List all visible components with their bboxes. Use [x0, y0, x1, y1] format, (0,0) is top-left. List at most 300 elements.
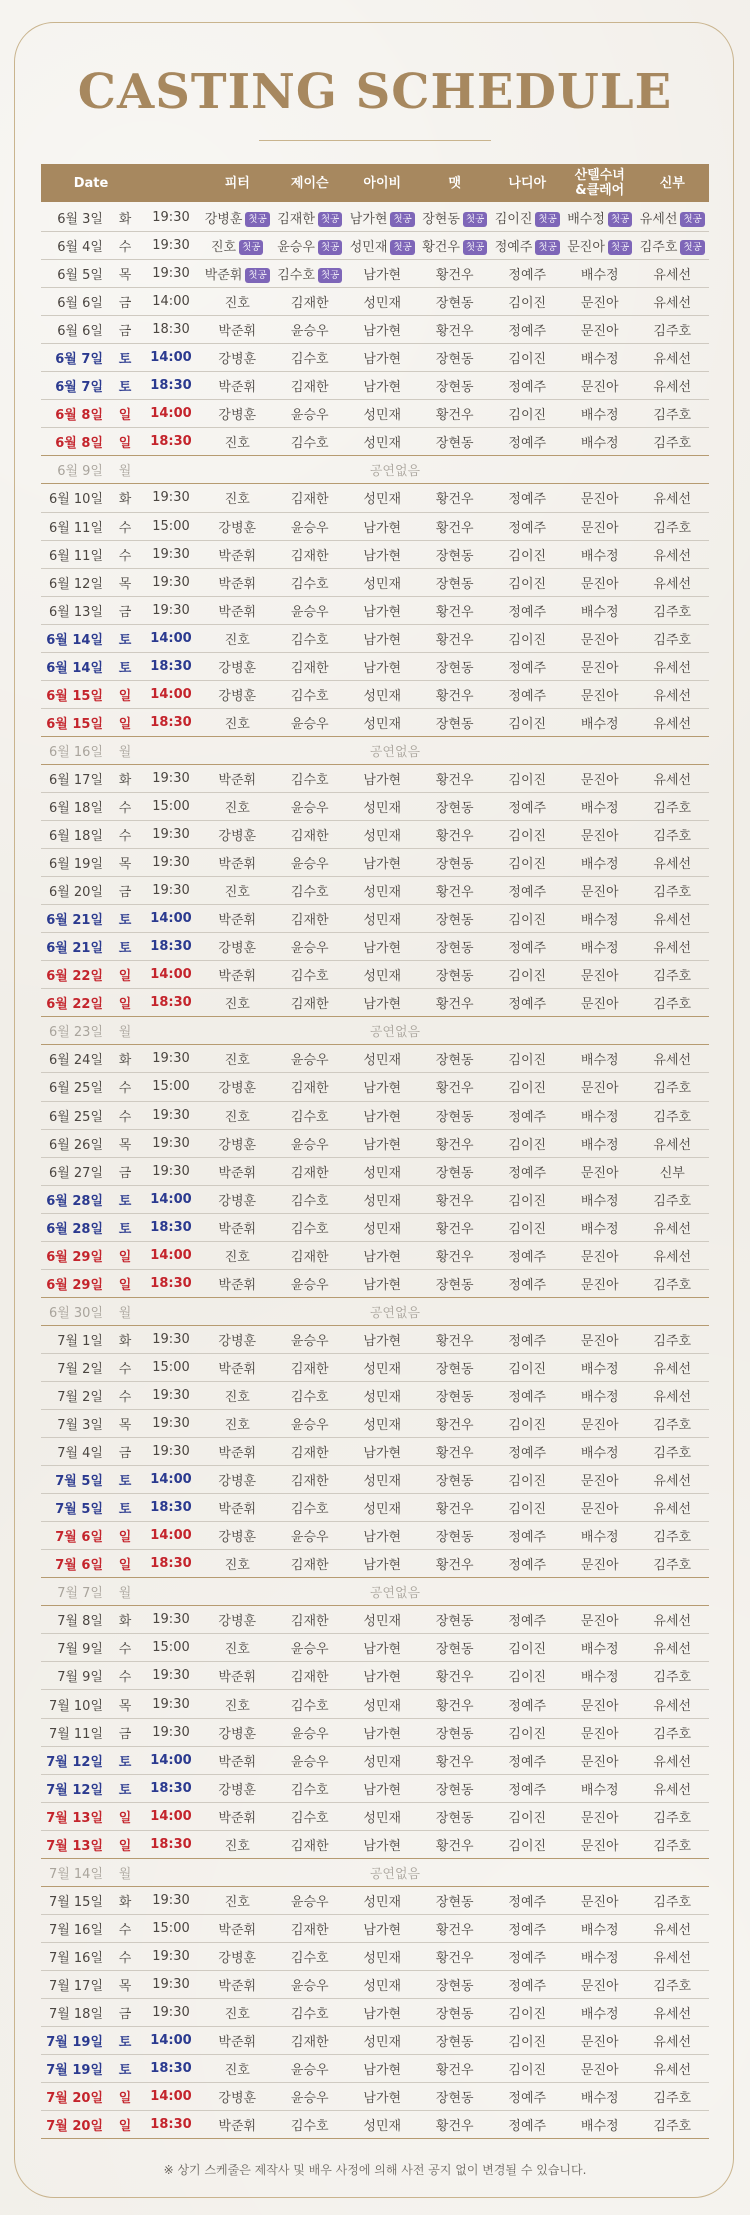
row-weekday: 수	[118, 240, 132, 256]
cast-cell	[491, 404, 564, 423]
row-time: 19:30	[152, 1724, 190, 1740]
first-show-badge: 첫공	[608, 240, 632, 255]
cast-cell	[201, 1162, 274, 1181]
cast-cell	[419, 1666, 492, 1685]
cast-cell	[274, 1638, 347, 1657]
cast-cell	[636, 713, 709, 732]
row-date: 7월 14일	[48, 1866, 103, 1882]
cast-name: 강병훈	[218, 1530, 257, 1546]
cast-name: 문진아	[580, 296, 619, 312]
cast-cell	[564, 404, 637, 423]
row-date: 6월 6일	[57, 324, 103, 340]
cast-name: 유세선	[653, 1361, 692, 1377]
cast-name: 유세선	[653, 352, 692, 368]
row-weekday: 화	[118, 1894, 132, 1910]
cast-cell	[201, 320, 274, 339]
header-role-sister-claire: 산텔수녀 &클레어	[574, 168, 625, 198]
row-time: 14:00	[150, 1472, 192, 1488]
row-time: 19:30	[152, 1387, 190, 1403]
cast-name: 배수정	[580, 801, 619, 816]
cast-name: 황건우	[435, 1249, 474, 1265]
cast-name: 윤승우	[290, 1277, 329, 1293]
row-time: 19:30	[152, 1892, 190, 1908]
row-date: 7월 8일	[57, 1614, 103, 1630]
table-body	[41, 204, 709, 2139]
cast-name: 박준휘	[218, 1670, 257, 1686]
cast-name: 문진아	[580, 1249, 619, 1265]
row-weekday: 화	[118, 1053, 132, 1069]
cast-cell	[274, 2087, 347, 2106]
cast-cell	[201, 1891, 274, 1910]
cast-cell	[491, 1358, 564, 1377]
cast-cell	[636, 1975, 709, 1994]
row-time: 19:30	[152, 490, 190, 506]
row-date: 7월 18일	[48, 2007, 103, 2023]
table-row	[41, 625, 709, 653]
cast-name: 김주호	[653, 1277, 692, 1293]
row-weekday: 수	[118, 520, 132, 536]
row-time: 19:30	[152, 1135, 190, 1151]
cast-name: 성민재	[363, 969, 402, 985]
cast-cell	[636, 2003, 709, 2022]
row-time: 15:00	[152, 1640, 190, 1656]
cast-cell	[564, 264, 637, 283]
row-time: 14:00	[150, 686, 192, 702]
cast-cell	[419, 881, 492, 900]
row-weekday: 일	[118, 1530, 132, 1546]
cast-cell	[564, 1386, 637, 1405]
cast-name: 김재한	[290, 1670, 329, 1686]
cast-cell	[201, 1442, 274, 1461]
cast-cell	[564, 1498, 637, 1517]
cast-cell	[274, 1779, 347, 1798]
cast-name: 진호	[224, 1894, 250, 1910]
cast-cell	[274, 1526, 347, 1545]
cast-cell	[274, 1386, 347, 1405]
cast-name: 김재한	[290, 296, 329, 312]
cast-name: 유세선	[653, 576, 692, 592]
cast-cell	[636, 292, 709, 311]
cast-cell	[491, 264, 564, 283]
row-date: 7월 19일	[46, 2035, 103, 2051]
cast-name: 박준휘	[218, 1361, 257, 1377]
table-row	[41, 877, 709, 905]
cast-name: 박준휘	[218, 1277, 257, 1293]
cast-cell	[564, 292, 637, 311]
table-row	[41, 316, 709, 344]
cast-cell	[636, 236, 709, 255]
cast-cell	[564, 1470, 637, 1489]
cast-name: 박준휘	[218, 772, 257, 788]
cast-cell	[636, 881, 709, 900]
cast-name: 성민재	[363, 408, 402, 424]
table-row	[41, 989, 709, 1017]
cast-cell	[491, 657, 564, 676]
cast-name: 남가현	[363, 1642, 402, 1658]
row-weekday: 금	[118, 2007, 132, 2023]
cast-name: 문진아	[580, 1894, 619, 1910]
cast-cell	[636, 1610, 709, 1629]
row-date: 7월 9일	[57, 1670, 103, 1686]
cast-cell	[564, 1779, 637, 1798]
title-divider	[259, 140, 491, 141]
cast-name: 문진아	[580, 1558, 619, 1574]
cast-cell	[419, 488, 492, 507]
cast-name: 김수호	[290, 1782, 329, 1798]
cast-name: 배수정	[580, 352, 619, 368]
row-date: 7월 9일	[57, 1642, 103, 1658]
cast-cell	[491, 348, 564, 367]
cast-name: 김재한	[290, 2035, 329, 2051]
cast-name: 김주호	[653, 2091, 692, 2107]
cast-cell	[636, 376, 709, 395]
cast-cell	[564, 1049, 637, 1068]
cast-cell	[636, 1190, 709, 1209]
row-weekday: 일	[118, 1558, 132, 1574]
cast-cell	[274, 1695, 347, 1714]
cast-name: 강병훈	[218, 1614, 257, 1630]
cast-cell	[274, 1470, 347, 1489]
cast-cell	[201, 517, 274, 536]
cast-cell	[419, 657, 492, 676]
cast-cell	[636, 1526, 709, 1545]
cast-name: 황건우	[435, 1137, 474, 1153]
cast-name: 성민재	[363, 1389, 402, 1405]
cast-cell	[564, 2031, 637, 2050]
row-weekday: 금	[118, 1165, 132, 1181]
cast-name: 유세선	[653, 2007, 692, 2023]
cast-name: 김주호	[653, 1810, 692, 1826]
header-date: Date	[73, 175, 109, 191]
cast-name: 정예주	[508, 268, 547, 284]
row-weekday: 목	[118, 857, 132, 873]
row-time: 14:00	[150, 630, 192, 646]
cast-cell	[419, 404, 492, 423]
cast-name: 박준휘	[218, 1754, 257, 1770]
cast-name: 김수호	[290, 772, 329, 788]
cast-cell	[419, 1498, 492, 1517]
row-date: 6월 22일	[46, 969, 103, 985]
cast-cell	[636, 1723, 709, 1742]
cast-name: 김주호	[639, 240, 678, 256]
cast-cell	[491, 1807, 564, 1826]
row-date: 7월 6일	[55, 1558, 103, 1574]
cast-cell	[274, 1218, 347, 1237]
row-weekday: 금	[118, 1726, 132, 1742]
cast-name: 정예주	[508, 2091, 547, 2107]
cast-cell	[274, 2031, 347, 2050]
cast-cell	[346, 1442, 419, 1461]
cast-name: 김주호	[653, 1193, 692, 1209]
cast-name: 배수정	[580, 1109, 619, 1125]
cast-name: 성민재	[363, 1754, 402, 1770]
cast-cell	[346, 2003, 419, 2022]
row-time: 18:30	[150, 1275, 192, 1291]
no-show-label: 공연없음	[369, 1025, 421, 1041]
cast-cell	[491, 1695, 564, 1714]
cast-name: 문진아	[580, 997, 619, 1013]
cast-name: 김이진	[508, 1502, 547, 1518]
cast-name: 김재한	[290, 1446, 329, 1462]
row-time: 14:00	[150, 350, 192, 366]
cast-name: 정예주	[508, 1698, 547, 1714]
cast-cell	[636, 825, 709, 844]
row-date: 6월 14일	[46, 660, 103, 676]
cast-cell	[346, 1274, 419, 1293]
table-row	[41, 2111, 709, 2139]
cast-cell	[636, 488, 709, 507]
row-date: 6월 11일	[48, 548, 103, 564]
cast-name: 정예주	[508, 324, 547, 340]
row-date: 6월 28일	[46, 1221, 103, 1237]
cast-cell	[564, 1077, 637, 1096]
row-date: 7월 5일	[55, 1474, 103, 1490]
row-weekday: 토	[118, 941, 132, 957]
cast-cell	[491, 292, 564, 311]
cast-cell	[491, 1106, 564, 1125]
cast-cell	[346, 488, 419, 507]
cast-cell	[274, 1947, 347, 1966]
cast-cell	[201, 264, 274, 283]
cast-name: 문진아	[580, 2035, 619, 2051]
cast-cell	[346, 1610, 419, 1629]
row-date: 6월 16일	[48, 744, 103, 760]
cast-name: 장현동	[435, 296, 474, 312]
row-time: 18:30	[150, 1556, 192, 1572]
row-weekday: 목	[118, 1418, 132, 1434]
table-row	[41, 1382, 709, 1410]
cast-name: 유세선	[639, 212, 678, 228]
cast-name: 황건우	[435, 1221, 474, 1237]
cast-cell	[419, 1554, 492, 1573]
cast-name: 황건우	[435, 997, 474, 1013]
cast-name: 정예주	[508, 1922, 547, 1938]
row-date: 7월 11일	[48, 1726, 103, 1742]
cast-name: 남가현	[363, 632, 402, 648]
cast-cell	[491, 376, 564, 395]
cast-cell	[274, 825, 347, 844]
cast-name: 김이진	[508, 857, 547, 873]
cast-name: 남가현	[363, 604, 402, 620]
cast-name: 김이진	[508, 632, 547, 648]
cast-cell	[564, 1554, 637, 1573]
cast-name: 정예주	[508, 492, 547, 508]
table-row	[41, 933, 709, 961]
cast-name: 강병훈	[218, 1193, 257, 1209]
cast-name: 남가현	[363, 324, 402, 340]
row-time: 14:00	[152, 294, 190, 310]
cast-cell	[636, 573, 709, 592]
cast-cell	[346, 769, 419, 788]
row-date: 7월 20일	[46, 2091, 103, 2107]
row-date: 6월 29일	[46, 1277, 103, 1293]
cast-cell	[274, 2003, 347, 2022]
cast-name: 진호	[224, 1558, 250, 1574]
cast-cell	[636, 965, 709, 984]
table-row-no-show	[41, 737, 709, 765]
cast-cell	[419, 1386, 492, 1405]
cast-cell	[346, 1162, 419, 1181]
cast-name: 김주호	[653, 1446, 692, 1462]
cast-cell	[564, 1807, 637, 1826]
row-time: 18:30	[150, 1836, 192, 1852]
cast-cell	[564, 1975, 637, 1994]
cast-cell	[274, 1246, 347, 1265]
row-date: 6월 25일	[48, 1109, 103, 1125]
cast-cell	[419, 292, 492, 311]
cast-cell	[419, 545, 492, 564]
row-date: 6월 7일	[55, 380, 103, 396]
cast-cell	[274, 320, 347, 339]
cast-name: 남가현	[363, 1446, 402, 1462]
table-row	[41, 1915, 709, 1943]
cast-cell	[564, 1751, 637, 1770]
cast-name: 김주호	[653, 408, 692, 424]
cast-name: 성민재	[363, 885, 402, 901]
cast-cell	[346, 2031, 419, 2050]
cast-cell	[564, 2087, 637, 2106]
cast-name: 배수정	[580, 1137, 619, 1153]
table-row	[41, 1270, 709, 1298]
cast-name: 정예주	[508, 1782, 547, 1798]
cast-name: 성민재	[363, 1361, 402, 1377]
cast-cell	[491, 1554, 564, 1573]
cast-name: 김이진	[508, 772, 547, 788]
cast-name: 성민재	[363, 1165, 402, 1181]
cast-name: 유세선	[653, 2063, 692, 2079]
cast-cell	[636, 1835, 709, 1854]
cast-name: 성민재	[363, 492, 402, 508]
cast-cell	[636, 1751, 709, 1770]
cast-name: 정예주	[508, 1754, 547, 1770]
cast-cell	[564, 993, 637, 1012]
cast-name: 정예주	[508, 1614, 547, 1630]
cast-cell	[274, 1077, 347, 1096]
cast-cell	[274, 1807, 347, 1826]
table-row	[41, 653, 709, 681]
cast-cell	[636, 853, 709, 872]
cast-cell	[564, 797, 637, 816]
cast-cell	[419, 1218, 492, 1237]
cast-name: 성민재	[363, 688, 402, 704]
row-weekday: 토	[118, 1502, 132, 1518]
header-role-ivy: 아이비	[363, 175, 402, 191]
cast-name: 남가현	[363, 2063, 402, 2079]
row-weekday: 수	[118, 1950, 132, 1966]
cast-cell	[419, 1919, 492, 1938]
cast-name: 정예주	[508, 436, 547, 452]
cast-cell	[491, 1975, 564, 1994]
cast-name: 김수호	[290, 632, 329, 648]
cast-name: 황건우	[435, 268, 474, 284]
cast-cell	[636, 1386, 709, 1405]
cast-name: 윤승우	[290, 941, 329, 957]
row-date: 7월 17일	[48, 1978, 103, 1994]
cast-name: 윤승우	[290, 324, 329, 340]
row-date: 7월 4일	[57, 1446, 103, 1462]
cast-cell	[274, 517, 347, 536]
table-row	[41, 1747, 709, 1775]
table-row	[41, 1326, 709, 1354]
row-time: 19:30	[152, 238, 190, 254]
row-time: 14:00	[150, 1528, 192, 1544]
cast-cell	[274, 1358, 347, 1377]
cast-cell	[419, 825, 492, 844]
cast-cell	[201, 657, 274, 676]
cast-cell	[201, 1807, 274, 1826]
cast-cell	[491, 1134, 564, 1153]
cast-name: 진호	[224, 1418, 250, 1434]
cast-cell	[346, 292, 419, 311]
cast-cell	[636, 517, 709, 536]
table-row	[41, 597, 709, 625]
cast-cell	[419, 909, 492, 928]
cast-name: 진호	[224, 801, 250, 816]
cast-cell	[636, 348, 709, 367]
cast-name: 정예주	[508, 1277, 547, 1293]
cast-name: 성민재	[363, 913, 402, 929]
cast-name: 배수정	[580, 1053, 619, 1069]
first-show-badge: 첫공	[680, 240, 704, 255]
cast-name: 배수정	[580, 1361, 619, 1377]
row-time: 19:30	[152, 1163, 190, 1179]
cast-cell	[491, 601, 564, 620]
cast-cell	[564, 1218, 637, 1237]
cast-cell	[564, 657, 637, 676]
cast-name: 성민재	[363, 1978, 402, 1994]
cast-cell	[274, 264, 347, 283]
cast-cell	[491, 1274, 564, 1293]
row-time: 18:30	[152, 322, 190, 338]
cast-name: 황건우	[435, 2119, 474, 2135]
cast-cell	[346, 853, 419, 872]
cast-name: 유세선	[653, 1249, 692, 1265]
cast-cell	[346, 1975, 419, 1994]
row-weekday: 토	[118, 380, 132, 396]
row-weekday: 일	[118, 408, 132, 424]
cast-cell	[274, 1835, 347, 1854]
cast-name: 남가현	[363, 520, 402, 536]
cast-cell	[201, 853, 274, 872]
row-weekday: 금	[118, 1446, 132, 1462]
cast-cell	[419, 769, 492, 788]
row-weekday: 토	[118, 1193, 132, 1209]
cast-name: 진호	[224, 1053, 250, 1069]
cast-cell	[564, 769, 637, 788]
cast-cell	[564, 1666, 637, 1685]
cast-cell	[346, 1807, 419, 1826]
cast-cell	[564, 1162, 637, 1181]
cast-name: 장현동	[435, 1614, 474, 1630]
cast-name: 김수호	[290, 1109, 329, 1125]
cast-cell	[491, 208, 564, 227]
cast-name: 정예주	[508, 1558, 547, 1574]
row-date: 7월 13일	[46, 1838, 103, 1854]
header-role-jason: 제이슨	[290, 175, 329, 191]
cast-name: 남가현	[363, 1922, 402, 1938]
cast-cell	[346, 685, 419, 704]
cast-name: 김주호	[653, 1726, 692, 1742]
cast-cell	[636, 545, 709, 564]
cast-cell	[201, 1274, 274, 1293]
cast-name: 성민재	[363, 2119, 402, 2135]
cast-cell	[491, 825, 564, 844]
cast-name: 장현동	[435, 1642, 474, 1658]
cast-cell	[491, 1414, 564, 1433]
cast-name: 김주호	[653, 1838, 692, 1854]
cast-cell	[274, 1498, 347, 1517]
cast-name: 김주호	[653, 1978, 692, 1994]
